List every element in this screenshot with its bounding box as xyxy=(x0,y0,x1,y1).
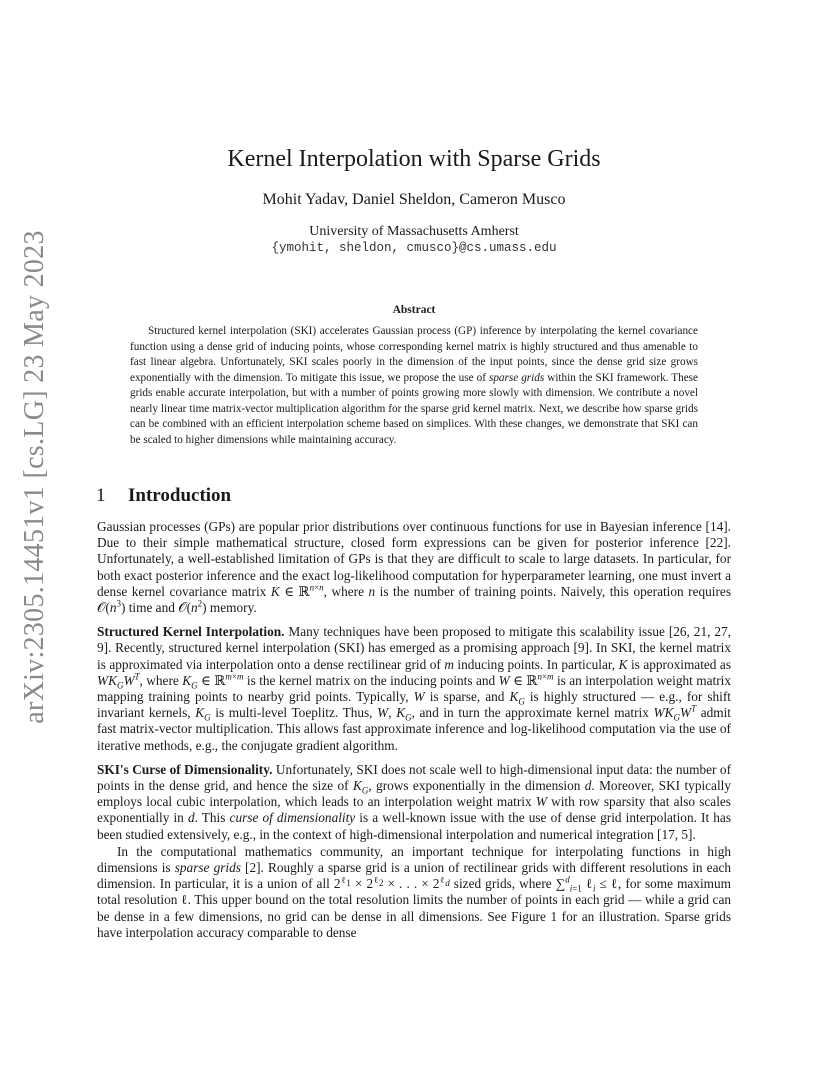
introduction-body xyxy=(97,519,731,949)
paragraph-sparse-grids: In the computational mathematics community, an important technique for interpolating functions in high dimensions is sparse grids [2]. Roughly a sparse grid is a union of rectilinear grids with different resolutions in each dimension. In particular, it is a union of all $2^{\ell_1} \times 2^{\ell_2}$ × . . . × $2^{\ell_d}$ sized grids, where ∑$^d_{i=1}$ ℓ$_i$ ≤ ℓ, for some maximum total resolution ℓ. This upper bound on the total resolution limits the number of points in each grid — while a grid can be dense in a few dimensions, no grid can be dense in all dimensions. See Figure 1 for an illustration. Sparse grids have interpolation accuracy comparable to dense xyxy=(97,843,732,940)
paragraph-lead-curse: SKI's Curse of Dimensionality. xyxy=(97,761,273,777)
paragraph-lead-ski: Structured Kernel Interpolation. xyxy=(97,624,285,640)
paragraph-ski: Structured Kernel Interpolation. Many techniques have been proposed to mitigate this scalability issue [26, 21, 27, 9]. Recently, structured kernel interpolation (SKI) has emerged as a promising approach [9]. In SKI, the kernel matrix is approximated via interpolation onto a dense rectilinear grid of m inducing points. In particular, K is approximated as $WK_GW^T$, where $K_G$ ∈ ℝ$^{m\times m}$ is the kernel matrix on the inducing points and W ∈ ℝ$^{n\times m}$ is an interpolation weight matrix mapping training points to nearby grid points. Typically, W is sparse, and $K_G$ is highly structured — e.g., for shift invariant kernels, $K_G$ is multi-level Toeplitz. Thus, W, $K_G$, and in turn the approximate kernel matrix $WK_GW^T$ admit fast matrix-vector multiplication. This allows fast approximate inference and log-likelihood computation via the use of iterative methods, e.g., the conjugate gradient algorithm. xyxy=(97,624,732,753)
arxiv-stamp xyxy=(19,230,50,724)
section-title-text: Introduction xyxy=(128,485,232,506)
author-list: Mohit Yadav, Daniel Sheldon, Cameron Musco xyxy=(262,191,566,208)
paragraph-curse: SKI's Curse of Dimensionality. Unfortunately, SKI does not scale well to high-dimensional input data: the number of points in the dense grid, and hence the size of $K_G$, grows exponentially in the dimension d. Moreover, SKI typically employs local cubic interpolation, which leads to an interpolation weight matrix W with row sparsity that also scales exponentially in d. This curse of dimensionality is a well-known issue with the use of dense grid interpolation. It has been studied extensively, e.g., in the context of high-dimensional interpolation and numerical integration [17, 5]. xyxy=(97,761,732,842)
author-emails: {ymohit, sheldon, cmusco}@cs.umass.edu xyxy=(271,241,557,255)
paper-title: Kernel Interpolation with Sparse Grids xyxy=(227,146,601,172)
abstract-heading: Abstract xyxy=(392,304,436,316)
affiliation: University of Massachusetts Amherst xyxy=(309,224,519,239)
paragraph-gp-intro: Gaussian processes (GPs) are popular prior distributions over continuous functions for use in Bayesian inference [14]. Due to their simple mathematical structure, closed form expressions can be given for posterior inference [22]. Unfortunately, a well-established limitation of GPs is that they are difficult to scale to large datasets. In particular, for both exact posterior inference and the exact log-likelihood computation for hyperparameter learning, one must invert a dense kernel covariance matrix K ∈ ℝ$^{n\times n}$, where n is the number of training points. Naively, this operation requires $𝒪(n^3)$ time and $𝒪(n^2)$ memory. xyxy=(97,519,731,616)
section-number: 1 xyxy=(96,485,106,506)
abstract-body: Structured kernel interpolation (SKI) accelerates Gaussian process (GP) inference by interpolating the kernel covariance function using a dense grid of inducing points, whose corresponding kernel matrix is highly structured and thus amenable to fast linear algebra. Unfortunately, SKI scales poorly in the dimension of the input points, since the dense grid size grows exponentially with the dimension. To mitigate this issue, we propose the use of sparse grids within the SKI framework. These grids enable accurate interpolation, but with a number of points growing more slowly with dimension. We contribute a novel nearly linear time matrix-vector multiplication algorithm for the sparse grid kernel matrix. Next, we describe how sparse grids can be combined with an efficient interpolation scheme based on simplices. With these changes, we demonstrate that SKI can be scaled to higher dimensions while maintaining accuracy. xyxy=(130,325,699,446)
section-heading-introduction xyxy=(96,485,231,507)
arxiv-stamp-text: arXiv:2305.14451v1 [cs.LG] 23 May 2023 xyxy=(19,230,50,724)
